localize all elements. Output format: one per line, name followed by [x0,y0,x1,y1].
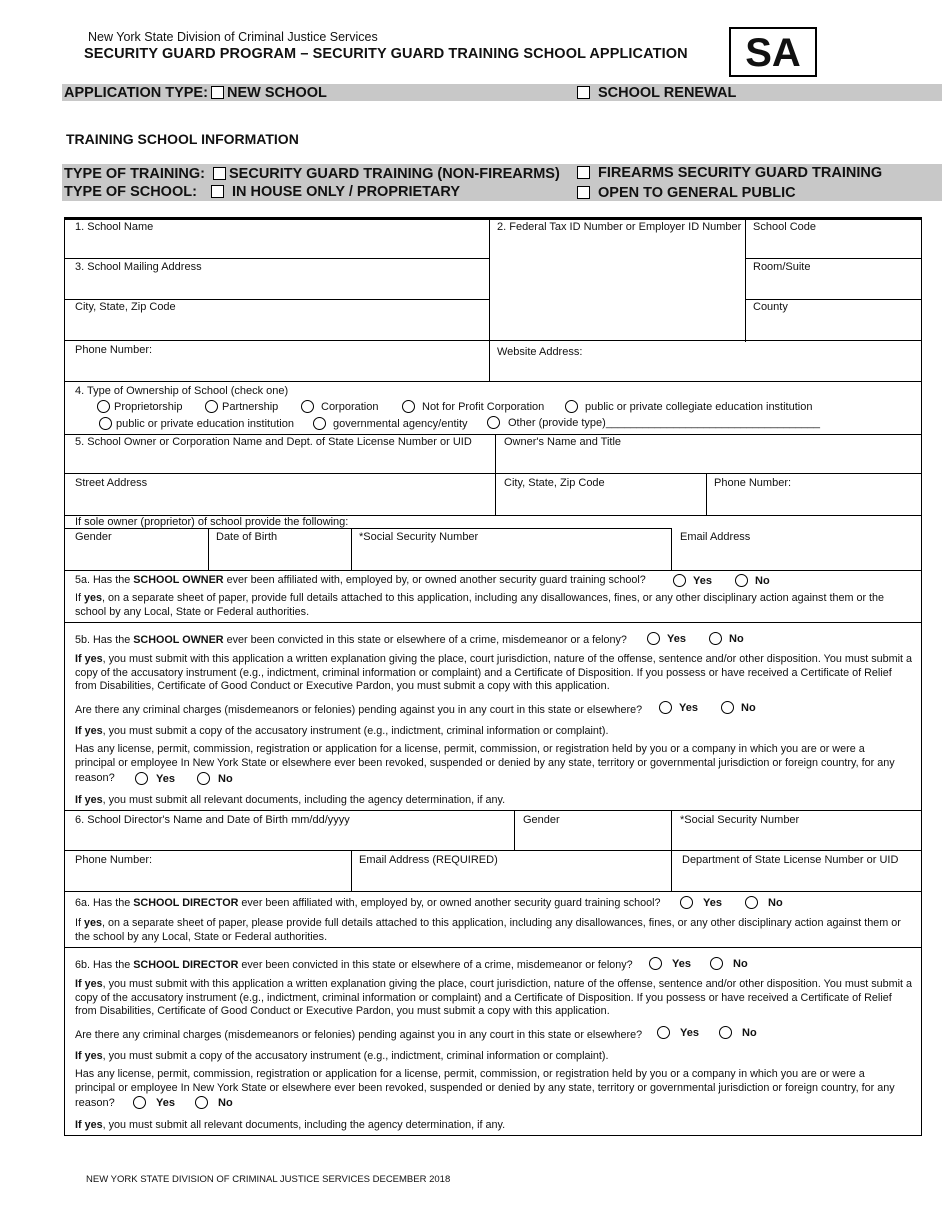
owner-phone-label: Phone Number: [714,477,792,489]
owner-street-address-label: Street Address [75,477,148,489]
question-5a: 5a. Has the SCHOOL OWNER ever been affiliated with, employed by, or owned another security guard training school? [75,574,646,586]
radio-icon[interactable] [659,701,672,714]
page-footer: NEW YORK STATE DIVISION OF CRIMINAL JUSTICE SERVICES DECEMBER 2018 [86,1174,451,1185]
radio-icon[interactable] [673,574,686,587]
radio-icon[interactable] [649,957,662,970]
owner-city-state-zip-label: City, State, Zip Code [504,477,605,489]
firearms-training-option[interactable] [577,165,882,181]
city-state-zip-label: City, State, Zip Code [75,301,176,313]
type-of-school-label: TYPE OF SCHOOL: [64,184,197,200]
school-renewal-option[interactable] [577,85,736,101]
q6b-license-reason: reason? [75,1097,115,1109]
owner-name-title-label: Owner's Name and Title [504,436,622,448]
q6b-license-question: Has any license, permit, commission, registration or application for a license, permit, commission, or registration held by you or a company in which you are or were a principal or employee In New York State or elsewhere ever been revoked, suspended or denied by any state, territory or governmental jurisdiction or foreign country, for any [75,1068,895,1094]
ownership-option-other[interactable]: Other (provide type)___________________________________ [487,416,820,429]
in-house-checkbox[interactable] [211,185,224,198]
ownership-option-governmental[interactable]: governmental agency/entity [313,417,468,430]
owner-dob-label: Date of Birth [216,531,278,543]
radio-icon[interactable] [197,772,210,785]
radio-icon[interactable] [719,1026,732,1039]
county-label: County [753,301,788,313]
q5b-no[interactable]: No [709,632,744,645]
mailing-address-label: 3. School Mailing Address [75,261,202,273]
owner-email-label: Email Address [680,531,751,543]
radio-icon[interactable] [135,772,148,785]
school-renewal-label: SCHOOL RENEWAL [598,85,737,101]
radio-icon[interactable] [205,400,218,413]
radio-icon[interactable] [402,400,415,413]
question-6a: 6a. Has the SCHOOL DIRECTOR ever been affiliated with, employed by, or owned another security guard training school? [75,897,661,909]
radio-icon[interactable] [657,1026,670,1039]
sg-training-label: SECURITY GUARD TRAINING (NON-FIREARMS) [229,166,560,182]
q5b-license-yes[interactable]: Yes [135,772,175,785]
type-of-training-label: TYPE OF TRAINING: [64,166,205,182]
school-name-label: 1. School Name [75,221,154,233]
ownership-option-collegiate[interactable]: public or private collegiate education institution [565,400,812,413]
q6b-license-yes[interactable]: Yes [133,1096,175,1109]
question-5b: 5b. Has the SCHOOL OWNER ever been convicted in this state or elsewhere of a crime, misdemeanor or a felony? [75,634,627,646]
ownership-option-corporation[interactable]: Corporation [301,400,378,413]
q5a-no[interactable]: No [735,574,770,587]
in-house-label: IN HOUSE ONLY / PROPRIETARY [232,184,461,200]
radio-icon[interactable] [735,574,748,587]
page-title: SECURITY GUARD PROGRAM – SECURITY GUARD TRAINING SCHOOL APPLICATION [84,46,688,62]
tax-id-label: 2. Federal Tax ID Number or Employer ID Number [497,221,742,233]
radio-icon[interactable] [565,400,578,413]
application-form-box [64,217,922,1136]
open-public-checkbox[interactable] [577,186,590,199]
sole-owner-note: If sole owner (proprietor) of school provide the following: [75,516,349,528]
radio-icon[interactable] [97,400,110,413]
form-code-box: SA [729,27,817,77]
radio-icon[interactable] [487,416,500,429]
radio-icon[interactable] [301,400,314,413]
director-phone-label: Phone Number: [75,854,153,866]
radio-icon[interactable] [680,896,693,909]
website-label: Website Address: [497,346,583,358]
q5b-license-reason: reason? [75,772,115,784]
q6b-license-detail: If yes, you must submit all relevant documents, including the agency determination, if any. [75,1119,506,1131]
q5b-license-detail: If yes, you must submit all relevant documents, including the agency determination, if any. [75,794,506,806]
director-gender-label: Gender [523,814,560,826]
owner-gender-label: Gender [75,531,112,543]
director-name-dob-label: 6. School Director's Name and Date of Birth mm/dd/yyyy [75,814,350,826]
q6b-pending-no[interactable]: No [719,1026,757,1039]
school-renewal-checkbox[interactable] [577,86,590,99]
q5b-license-no[interactable]: No [197,772,233,785]
radio-icon[interactable] [709,632,722,645]
ownership-option-partnership[interactable]: Partnership [205,400,278,413]
owner-ssn-label: *Social Security Number [359,531,479,543]
owner-name-license-label: 5. School Owner or Corporation Name and Dept. of State License Number or UID [75,436,472,448]
q5a-yes[interactable]: Yes [673,574,712,587]
q5b-pending-no[interactable]: No [721,701,756,714]
agency-name: New York State Division of Criminal Justice Services [88,30,378,44]
application-type-label: APPLICATION TYPE: [64,85,208,101]
ownership-option-proprietorship[interactable]: Proprietorship [97,400,182,413]
q5b-pending-detail: If yes, you must submit a copy of the accusatory instrument (e.g., indictment, criminal information or complaint). [75,725,609,737]
firearms-training-checkbox[interactable] [577,166,590,179]
firearms-training-label: FIREARMS SECURITY GUARD TRAINING [598,165,883,181]
director-ssn-label: *Social Security Number [680,814,800,826]
sg-training-checkbox[interactable] [213,167,226,180]
ownership-option-education-institution[interactable]: public or private education institution [99,417,294,430]
open-public-option[interactable] [577,185,796,201]
director-email-label: Email Address (REQUIRED) [359,854,498,866]
in-house-option[interactable] [211,184,460,200]
new-school-label: NEW SCHOOL [227,85,327,101]
new-school-checkbox[interactable] [211,86,224,99]
question-6b: 6b. Has the SCHOOL DIRECTOR ever been convicted in this state or elsewhere of a crime, misdemeanor or felony? [75,959,633,971]
q6a-no[interactable]: No [745,896,783,909]
phone-label: Phone Number: [75,344,153,356]
sg-training-option[interactable] [213,166,560,182]
radio-icon[interactable] [99,417,112,430]
q6b-pending-question: Are there any criminal charges (misdemeanors or felonies) pending against you in any court in this state or elsewhere? [75,1029,643,1041]
school-code-label: School Code [753,221,816,233]
q6b-pending-detail: If yes, you must submit a copy of the accusatory instrument (e.g., indictment, criminal information or complaint). [75,1050,609,1062]
q5b-license-question: Has any license, permit, commission, registration or application for a license, permit, commission, or registration held by you or a company in which you are or were a principal or employee In New York State or elsewhere ever been revoked, suspended or denied by any state, territory or governmental jurisdiction or foreign country, for any [75,743,895,769]
ownership-option-not-for-profit[interactable]: Not for Profit Corporation [402,400,544,413]
q6b-license-no[interactable]: No [195,1096,233,1109]
q6b-yes[interactable]: Yes [649,957,691,970]
radio-icon[interactable] [710,957,723,970]
new-school-option[interactable] [211,85,327,101]
radio-icon[interactable] [133,1096,146,1109]
radio-icon[interactable] [313,417,326,430]
section-title: TRAINING SCHOOL INFORMATION [66,131,299,147]
q5a-detail: If yes, on a separate sheet of paper, provide full details attached to this application, including any disallowances, fines, or any other disciplinary action against them or the school by any Local, State or Federal authorities. [75,592,885,618]
room-suite-label: Room/Suite [753,261,811,273]
open-public-label: OPEN TO GENERAL PUBLIC [598,185,796,201]
q6b-pending-yes[interactable]: Yes [657,1026,699,1039]
q5b-pending-yes[interactable]: Yes [659,701,698,714]
director-license-label: Department of State License Number or UID [682,854,899,866]
radio-icon[interactable] [745,896,758,909]
radio-icon[interactable] [195,1096,208,1109]
q5b-pending-question: Are there any criminal charges (misdemeanors or felonies) pending against you in any court in this state or elsewhere? [75,704,643,716]
q6b-no[interactable]: No [710,957,748,970]
q6b-detail: If yes, you must submit with this application a written explanation giving the place, court jurisdiction, nature of the offense, sentence and/or other disposition. You must submit a copy of the accusatory instrument (e.g., indictment, criminal information or complaint) and a Certificate of Disposition. If you possess or have received a Certificate of Relief from Disabilities, Certificate of Good Conduct or Executive Pardon, you must submit a copy with this application. [75,978,913,1017]
q5b-detail: If yes, you must submit with this application a written explanation giving the place, court jurisdiction, nature of the offense, sentence and/or other disposition. You must submit a copy of the accusatory instrument (e.g., indictment, criminal information or complaint) and a Certificate of Disposition. If you possess or have received a Certificate of Relief from Disabilities, Certificate of Good Conduct or Executive Pardon, you must submit a copy with this application. [75,653,913,692]
radio-icon[interactable] [721,701,734,714]
radio-icon[interactable] [647,632,660,645]
q5b-yes[interactable]: Yes [647,632,686,645]
ownership-label: 4. Type of Ownership of School (check one) [75,385,289,397]
q6a-yes[interactable]: Yes [680,896,722,909]
q6a-detail: If yes, on a separate sheet of paper, please provide full details attached to this application, including any disallowances, fines, or any other disciplinary action against them or the school by any Local, State or Federal authorities. [75,917,901,943]
